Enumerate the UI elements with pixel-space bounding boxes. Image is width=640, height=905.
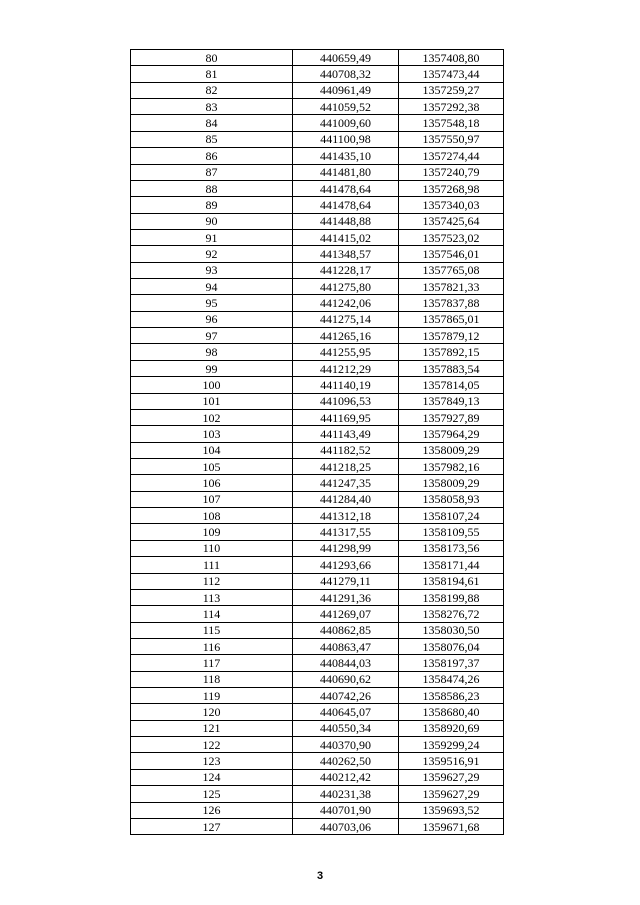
x-coordinate-cell: 441448,88 [293, 213, 399, 229]
page-number: 3 [316, 870, 324, 882]
x-coordinate-cell: 441140,19 [293, 377, 399, 393]
x-coordinate-cell: 440370,90 [293, 737, 399, 753]
point-number-cell: 111 [131, 557, 293, 573]
x-coordinate-cell: 441275,80 [293, 279, 399, 295]
y-coordinate-cell: 1357982,16 [399, 458, 504, 474]
table-row [131, 442, 504, 458]
x-coordinate-cell: 441279,11 [293, 573, 399, 589]
y-coordinate-cell: 1358199,88 [399, 589, 504, 605]
y-coordinate-cell: 1359671,68 [399, 818, 504, 834]
y-coordinate-cell: 1357849,13 [399, 393, 504, 409]
point-number-cell: 92 [131, 246, 293, 262]
point-number-cell: 127 [131, 818, 293, 834]
point-number-cell: 107 [131, 491, 293, 507]
point-number-cell: 106 [131, 475, 293, 491]
y-coordinate-cell: 1359627,29 [399, 786, 504, 802]
x-coordinate-cell: 441275,14 [293, 311, 399, 327]
y-coordinate-cell: 1357473,44 [399, 66, 504, 82]
table-row [131, 622, 504, 638]
point-number-cell: 81 [131, 66, 293, 82]
table-row [131, 508, 504, 524]
x-coordinate-cell: 441242,06 [293, 295, 399, 311]
x-coordinate-cell: 441255,95 [293, 344, 399, 360]
x-coordinate-cell: 441291,36 [293, 589, 399, 605]
y-coordinate-cell: 1357892,15 [399, 344, 504, 360]
x-coordinate-cell: 440659,49 [293, 50, 399, 66]
point-number-cell: 116 [131, 638, 293, 654]
y-coordinate-cell: 1357550,97 [399, 131, 504, 147]
point-number-cell: 88 [131, 180, 293, 196]
table-row [131, 786, 504, 802]
table-row [131, 328, 504, 344]
point-number-cell: 97 [131, 328, 293, 344]
y-coordinate-cell: 1359627,29 [399, 769, 504, 785]
x-coordinate-cell: 441265,16 [293, 328, 399, 344]
table-row [131, 393, 504, 409]
point-number-cell: 104 [131, 442, 293, 458]
point-number-cell: 80 [131, 50, 293, 66]
x-coordinate-cell: 440690,62 [293, 671, 399, 687]
table-row [131, 737, 504, 753]
table-row [131, 295, 504, 311]
coordinates-table-body [131, 50, 504, 835]
point-number-cell: 94 [131, 279, 293, 295]
y-coordinate-cell: 1358920,69 [399, 720, 504, 736]
x-coordinate-cell: 441317,55 [293, 524, 399, 540]
point-number-cell: 119 [131, 688, 293, 704]
point-number-cell: 122 [131, 737, 293, 753]
table-row [131, 704, 504, 720]
point-number-cell: 85 [131, 131, 293, 147]
y-coordinate-cell: 1358009,29 [399, 475, 504, 491]
y-coordinate-cell: 1359299,24 [399, 737, 504, 753]
y-coordinate-cell: 1357340,03 [399, 197, 504, 213]
point-number-cell: 121 [131, 720, 293, 736]
table-row [131, 491, 504, 507]
x-coordinate-cell: 441415,02 [293, 229, 399, 245]
y-coordinate-cell: 1357292,38 [399, 99, 504, 115]
coordinates-table [130, 49, 504, 835]
point-number-cell: 95 [131, 295, 293, 311]
x-coordinate-cell: 441312,18 [293, 508, 399, 524]
x-coordinate-cell: 441182,52 [293, 442, 399, 458]
y-coordinate-cell: 1357274,44 [399, 148, 504, 164]
y-coordinate-cell: 1358194,61 [399, 573, 504, 589]
x-coordinate-cell: 441143,49 [293, 426, 399, 442]
point-number-cell: 96 [131, 311, 293, 327]
point-number-cell: 101 [131, 393, 293, 409]
table-row [131, 229, 504, 245]
table-row [131, 655, 504, 671]
table-row [131, 524, 504, 540]
table-row [131, 688, 504, 704]
y-coordinate-cell: 1359693,52 [399, 802, 504, 818]
table-row [131, 638, 504, 654]
x-coordinate-cell: 440645,07 [293, 704, 399, 720]
y-coordinate-cell: 1358474,26 [399, 671, 504, 687]
x-coordinate-cell: 441096,53 [293, 393, 399, 409]
table-row [131, 360, 504, 376]
y-coordinate-cell: 1358680,40 [399, 704, 504, 720]
point-number-cell: 99 [131, 360, 293, 376]
point-number-cell: 112 [131, 573, 293, 589]
table-row [131, 426, 504, 442]
table-row [131, 131, 504, 147]
point-number-cell: 105 [131, 458, 293, 474]
x-coordinate-cell: 441481,80 [293, 164, 399, 180]
x-coordinate-cell: 440961,49 [293, 82, 399, 98]
x-coordinate-cell: 441284,40 [293, 491, 399, 507]
x-coordinate-cell: 441228,17 [293, 262, 399, 278]
table-row [131, 720, 504, 736]
point-number-cell: 110 [131, 540, 293, 556]
x-coordinate-cell: 441218,25 [293, 458, 399, 474]
table-row [131, 557, 504, 573]
point-number-cell: 102 [131, 409, 293, 425]
point-number-cell: 118 [131, 671, 293, 687]
x-coordinate-cell: 440231,38 [293, 786, 399, 802]
x-coordinate-cell: 440550,34 [293, 720, 399, 736]
y-coordinate-cell: 1357814,05 [399, 377, 504, 393]
y-coordinate-cell: 1358058,93 [399, 491, 504, 507]
table-row [131, 197, 504, 213]
point-number-cell: 86 [131, 148, 293, 164]
x-coordinate-cell: 441298,99 [293, 540, 399, 556]
x-coordinate-cell: 440703,06 [293, 818, 399, 834]
x-coordinate-cell: 441100,98 [293, 131, 399, 147]
table-row [131, 753, 504, 769]
y-coordinate-cell: 1357964,29 [399, 426, 504, 442]
point-number-cell: 113 [131, 589, 293, 605]
y-coordinate-cell: 1357240,79 [399, 164, 504, 180]
table-row [131, 769, 504, 785]
x-coordinate-cell: 440742,26 [293, 688, 399, 704]
y-coordinate-cell: 1357865,01 [399, 311, 504, 327]
y-coordinate-cell: 1358030,50 [399, 622, 504, 638]
y-coordinate-cell: 1358109,55 [399, 524, 504, 540]
y-coordinate-cell: 1357408,80 [399, 50, 504, 66]
point-number-cell: 82 [131, 82, 293, 98]
table-row [131, 606, 504, 622]
table-row [131, 180, 504, 196]
y-coordinate-cell: 1358276,72 [399, 606, 504, 622]
x-coordinate-cell: 440262,50 [293, 753, 399, 769]
x-coordinate-cell: 441212,29 [293, 360, 399, 376]
y-coordinate-cell: 1357879,12 [399, 328, 504, 344]
table-row [131, 246, 504, 262]
point-number-cell: 100 [131, 377, 293, 393]
y-coordinate-cell: 1359516,91 [399, 753, 504, 769]
table-row [131, 573, 504, 589]
point-number-cell: 114 [131, 606, 293, 622]
x-coordinate-cell: 440701,90 [293, 802, 399, 818]
y-coordinate-cell: 1358009,29 [399, 442, 504, 458]
y-coordinate-cell: 1358173,56 [399, 540, 504, 556]
point-number-cell: 120 [131, 704, 293, 720]
table-row [131, 377, 504, 393]
table-row [131, 458, 504, 474]
y-coordinate-cell: 1357546,01 [399, 246, 504, 262]
x-coordinate-cell: 441435,10 [293, 148, 399, 164]
point-number-cell: 115 [131, 622, 293, 638]
y-coordinate-cell: 1358076,04 [399, 638, 504, 654]
point-number-cell: 90 [131, 213, 293, 229]
y-coordinate-cell: 1358107,24 [399, 508, 504, 524]
point-number-cell: 87 [131, 164, 293, 180]
y-coordinate-cell: 1358586,23 [399, 688, 504, 704]
x-coordinate-cell: 441293,66 [293, 557, 399, 573]
x-coordinate-cell: 441059,52 [293, 99, 399, 115]
point-number-cell: 98 [131, 344, 293, 360]
point-number-cell: 126 [131, 802, 293, 818]
y-coordinate-cell: 1357259,27 [399, 82, 504, 98]
y-coordinate-cell: 1358197,37 [399, 655, 504, 671]
point-number-cell: 93 [131, 262, 293, 278]
y-coordinate-cell: 1357821,33 [399, 279, 504, 295]
x-coordinate-cell: 440708,32 [293, 66, 399, 82]
table-row [131, 802, 504, 818]
x-coordinate-cell: 441009,60 [293, 115, 399, 131]
y-coordinate-cell: 1357765,08 [399, 262, 504, 278]
point-number-cell: 125 [131, 786, 293, 802]
y-coordinate-cell: 1357548,18 [399, 115, 504, 131]
table-row [131, 409, 504, 425]
table-row [131, 475, 504, 491]
x-coordinate-cell: 441247,35 [293, 475, 399, 491]
table-row [131, 164, 504, 180]
y-coordinate-cell: 1357927,89 [399, 409, 504, 425]
table-row [131, 540, 504, 556]
point-number-cell: 108 [131, 508, 293, 524]
table-row [131, 213, 504, 229]
table-row [131, 279, 504, 295]
table-row [131, 589, 504, 605]
table-row [131, 99, 504, 115]
x-coordinate-cell: 440863,47 [293, 638, 399, 654]
table-row [131, 66, 504, 82]
point-number-cell: 103 [131, 426, 293, 442]
y-coordinate-cell: 1357268,98 [399, 180, 504, 196]
point-number-cell: 91 [131, 229, 293, 245]
x-coordinate-cell: 441348,57 [293, 246, 399, 262]
x-coordinate-cell: 441478,64 [293, 180, 399, 196]
x-coordinate-cell: 440212,42 [293, 769, 399, 785]
y-coordinate-cell: 1358171,44 [399, 557, 504, 573]
x-coordinate-cell: 441269,07 [293, 606, 399, 622]
table-row [131, 311, 504, 327]
table-row [131, 148, 504, 164]
table-row [131, 262, 504, 278]
point-number-cell: 117 [131, 655, 293, 671]
table-row [131, 671, 504, 687]
table-row [131, 82, 504, 98]
x-coordinate-cell: 441169,95 [293, 409, 399, 425]
y-coordinate-cell: 1357425,64 [399, 213, 504, 229]
point-number-cell: 89 [131, 197, 293, 213]
y-coordinate-cell: 1357523,02 [399, 229, 504, 245]
point-number-cell: 109 [131, 524, 293, 540]
table-row [131, 50, 504, 66]
point-number-cell: 83 [131, 99, 293, 115]
point-number-cell: 123 [131, 753, 293, 769]
point-number-cell: 84 [131, 115, 293, 131]
table-row [131, 344, 504, 360]
y-coordinate-cell: 1357837,88 [399, 295, 504, 311]
point-number-cell: 124 [131, 769, 293, 785]
y-coordinate-cell: 1357883,54 [399, 360, 504, 376]
x-coordinate-cell: 440862,85 [293, 622, 399, 638]
table-row [131, 115, 504, 131]
x-coordinate-cell: 440844,03 [293, 655, 399, 671]
x-coordinate-cell: 441478,64 [293, 197, 399, 213]
table-row [131, 818, 504, 834]
